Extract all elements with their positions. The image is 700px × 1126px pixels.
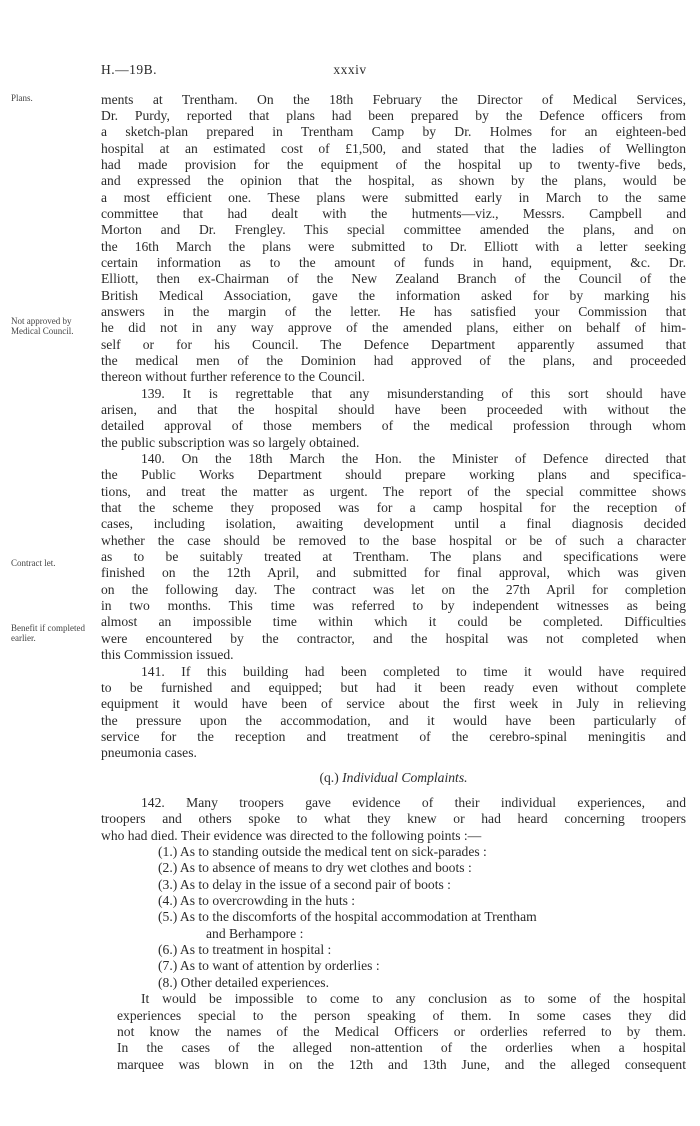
- section-heading: [101, 770, 686, 786]
- paragraph-141-line: equipment it would have been of service about the first week in July in relieving: [101, 696, 686, 711]
- text-line: a sketch-plan prepared in Trentham Camp by Dr. Holmes for an eighteen-bed: [101, 124, 686, 139]
- paragraph-140-line: as to be suitably treated at Trentham. The plans and specifications were: [101, 549, 686, 564]
- closing-paragraph-line: In the cases of the alleged non-attention of the orderlies when a hospital: [117, 1040, 686, 1055]
- paragraph-139-line: arisen, and that the hospital should have been proceeded with without the: [101, 402, 686, 417]
- point-item: (7.) As to want of attention by orderlies :: [158, 958, 380, 973]
- point-item: (1.) As to standing outside the medical tent on sick-parades :: [158, 844, 487, 859]
- point-item: (4.) As to overcrowding in the huts :: [158, 893, 356, 908]
- margin-note-not-approved: Not approved by Medical Council.: [11, 316, 74, 336]
- section-prefix: (q.): [319, 770, 339, 785]
- text-line: had made provision for the equipment of the hospital up to twenty-five beds,: [101, 157, 686, 172]
- point-item: (5.) As to the discomforts of the hospital accommodation at Trentham: [158, 909, 537, 924]
- text-line: hospital at an estimated cost of £1,500, and stated that the ladies of Wellington: [101, 141, 686, 156]
- closing-paragraph-line: marquee was blown in on the 12th and 13th June, and the alleged consequent: [117, 1057, 686, 1072]
- paragraph-140-line: finished on the 12th April, and submitted for final approval, which was given: [101, 565, 686, 580]
- text-line: committee that had dealt with the hutments—viz., Messrs. Campbell and: [101, 206, 686, 221]
- paragraph-140-line: in two months. This time was referred to by independent witnesses as being: [101, 598, 686, 613]
- paragraph-141-line: 141. If this building had been completed to time it would have required: [141, 664, 686, 679]
- paragraph-140-line: whether the case should be removed to the base hospital or be of such a character: [101, 533, 686, 548]
- closing-paragraph-line: not know the names of the Medical Officers or orderlies referred to by them.: [117, 1024, 686, 1039]
- text-line: the medical men of the Dominion had approved of the plans, and proceeded: [101, 353, 686, 368]
- text-line: Dr. Purdy, reported that plans had been prepared by the Defence officers from: [101, 108, 686, 123]
- text-line: Morton and Dr. Frengley. This special committee amended the plans, and on: [101, 222, 686, 237]
- closing-paragraph-line: It would be impossible to come to any conclusion as to some of the hospital: [141, 991, 686, 1006]
- text-line: certain information as to the amount of funds in hand, equipment, &c. Dr.: [101, 255, 686, 270]
- paragraph-141-line: service for the reception and treatment of the cerebro-spinal meningitis and: [101, 729, 686, 744]
- text-line: self or for his Council. The Defence Department apparently assumed that: [101, 337, 686, 352]
- text-line: British Medical Association, gave the information asked for by marking his: [101, 288, 686, 303]
- text-line: and expressed the opinion that the hospital, as shown by the plans, would be: [101, 173, 686, 188]
- text-line: a most efficient one. These plans were submitted early in March to the same: [101, 190, 686, 205]
- paragraph-140-line: cases, including isolation, awaiting development until a final diagnosis decided: [101, 516, 686, 531]
- point-item: (6.) As to treatment in hospital :: [158, 942, 332, 957]
- margin-note-contract: Contract let.: [11, 558, 56, 568]
- text-line: Elliott, then ex-Chairman of the New Zealand Branch of the Council of the: [101, 271, 686, 286]
- report-number: H.—19B.: [101, 62, 158, 77]
- text-line: answers in the margin of the letter. He has satisfied your Commission that: [101, 304, 686, 319]
- paragraph-142-line: 142. Many troopers gave evidence of their individual experiences, and: [141, 795, 686, 810]
- paragraph-139-line: 139. It is regrettable that any misunderstanding of this sort should have: [141, 386, 686, 401]
- point-item: (8.) Other detailed experiences.: [158, 975, 329, 990]
- paragraph-140-line: that the scheme they proposed was for a camp hospital for the reception of: [101, 500, 686, 515]
- paragraph-140-line: on the following day. The contract was let on the 27th April for completion: [101, 582, 686, 597]
- paragraph-142-line: troopers and others spoke to what they knew or had heard concerning troopers: [101, 811, 686, 826]
- text-line: thereon without further reference to the Council.: [101, 369, 365, 384]
- page-number: xxxiv: [333, 62, 367, 77]
- point-item-continuation: and Berhampore :: [206, 926, 304, 941]
- margin-note-benefit: Benefit if completed earlier.: [11, 623, 85, 643]
- paragraph-139-line: the public subscription was so largely obtained.: [101, 435, 360, 450]
- paragraph-140-line: this Commission issued.: [101, 647, 234, 662]
- paragraph-140-line: were encountered by the contractor, and the hospital was not completed when: [101, 631, 686, 646]
- text-line: ments at Trentham. On the 18th February the Director of Medical Services,: [101, 92, 686, 107]
- paragraph-140-line: 140. On the 18th March the Hon. the Minister of Defence directed that: [141, 451, 686, 466]
- margin-note-plans: Plans.: [11, 93, 33, 103]
- text-line: he did not in any way approve of the amended plans, either on behalf of him-: [101, 320, 686, 335]
- paragraph-140-line: tions, and treat the matter as urgent. The report of the special committee shows: [101, 484, 686, 499]
- paragraph-141-line: to be furnished and equipped; but had it been ready even without complete: [101, 680, 686, 695]
- point-item: (2.) As to absence of means to dry wet clothes and boots :: [158, 860, 472, 875]
- paragraph-141-line: the pressure upon the accommodation, and it would have been particularly of: [101, 713, 686, 728]
- paragraph-139-line: detailed approval of those members of the medical profession through whom: [101, 418, 686, 433]
- point-item: (3.) As to delay in the issue of a second pair of boots :: [158, 877, 451, 892]
- paragraph-140-line: the Public Works Department should prepare working plans and specifica-: [101, 467, 686, 482]
- section-title: Individual Complaints.: [342, 770, 468, 785]
- paragraph-141-line: pneumonia cases.: [101, 745, 197, 760]
- paragraph-140-line: almost an impossible time within which it could be completed. Difficulties: [101, 614, 686, 629]
- paragraph-142-line: who had died. Their evidence was directed to the following points :—: [101, 828, 482, 843]
- text-line: the 16th March the plans were submitted to Dr. Elliott with a letter seeking: [101, 239, 686, 254]
- closing-paragraph-line: experiences special to the person speaking of them. In some cases they did: [117, 1008, 686, 1023]
